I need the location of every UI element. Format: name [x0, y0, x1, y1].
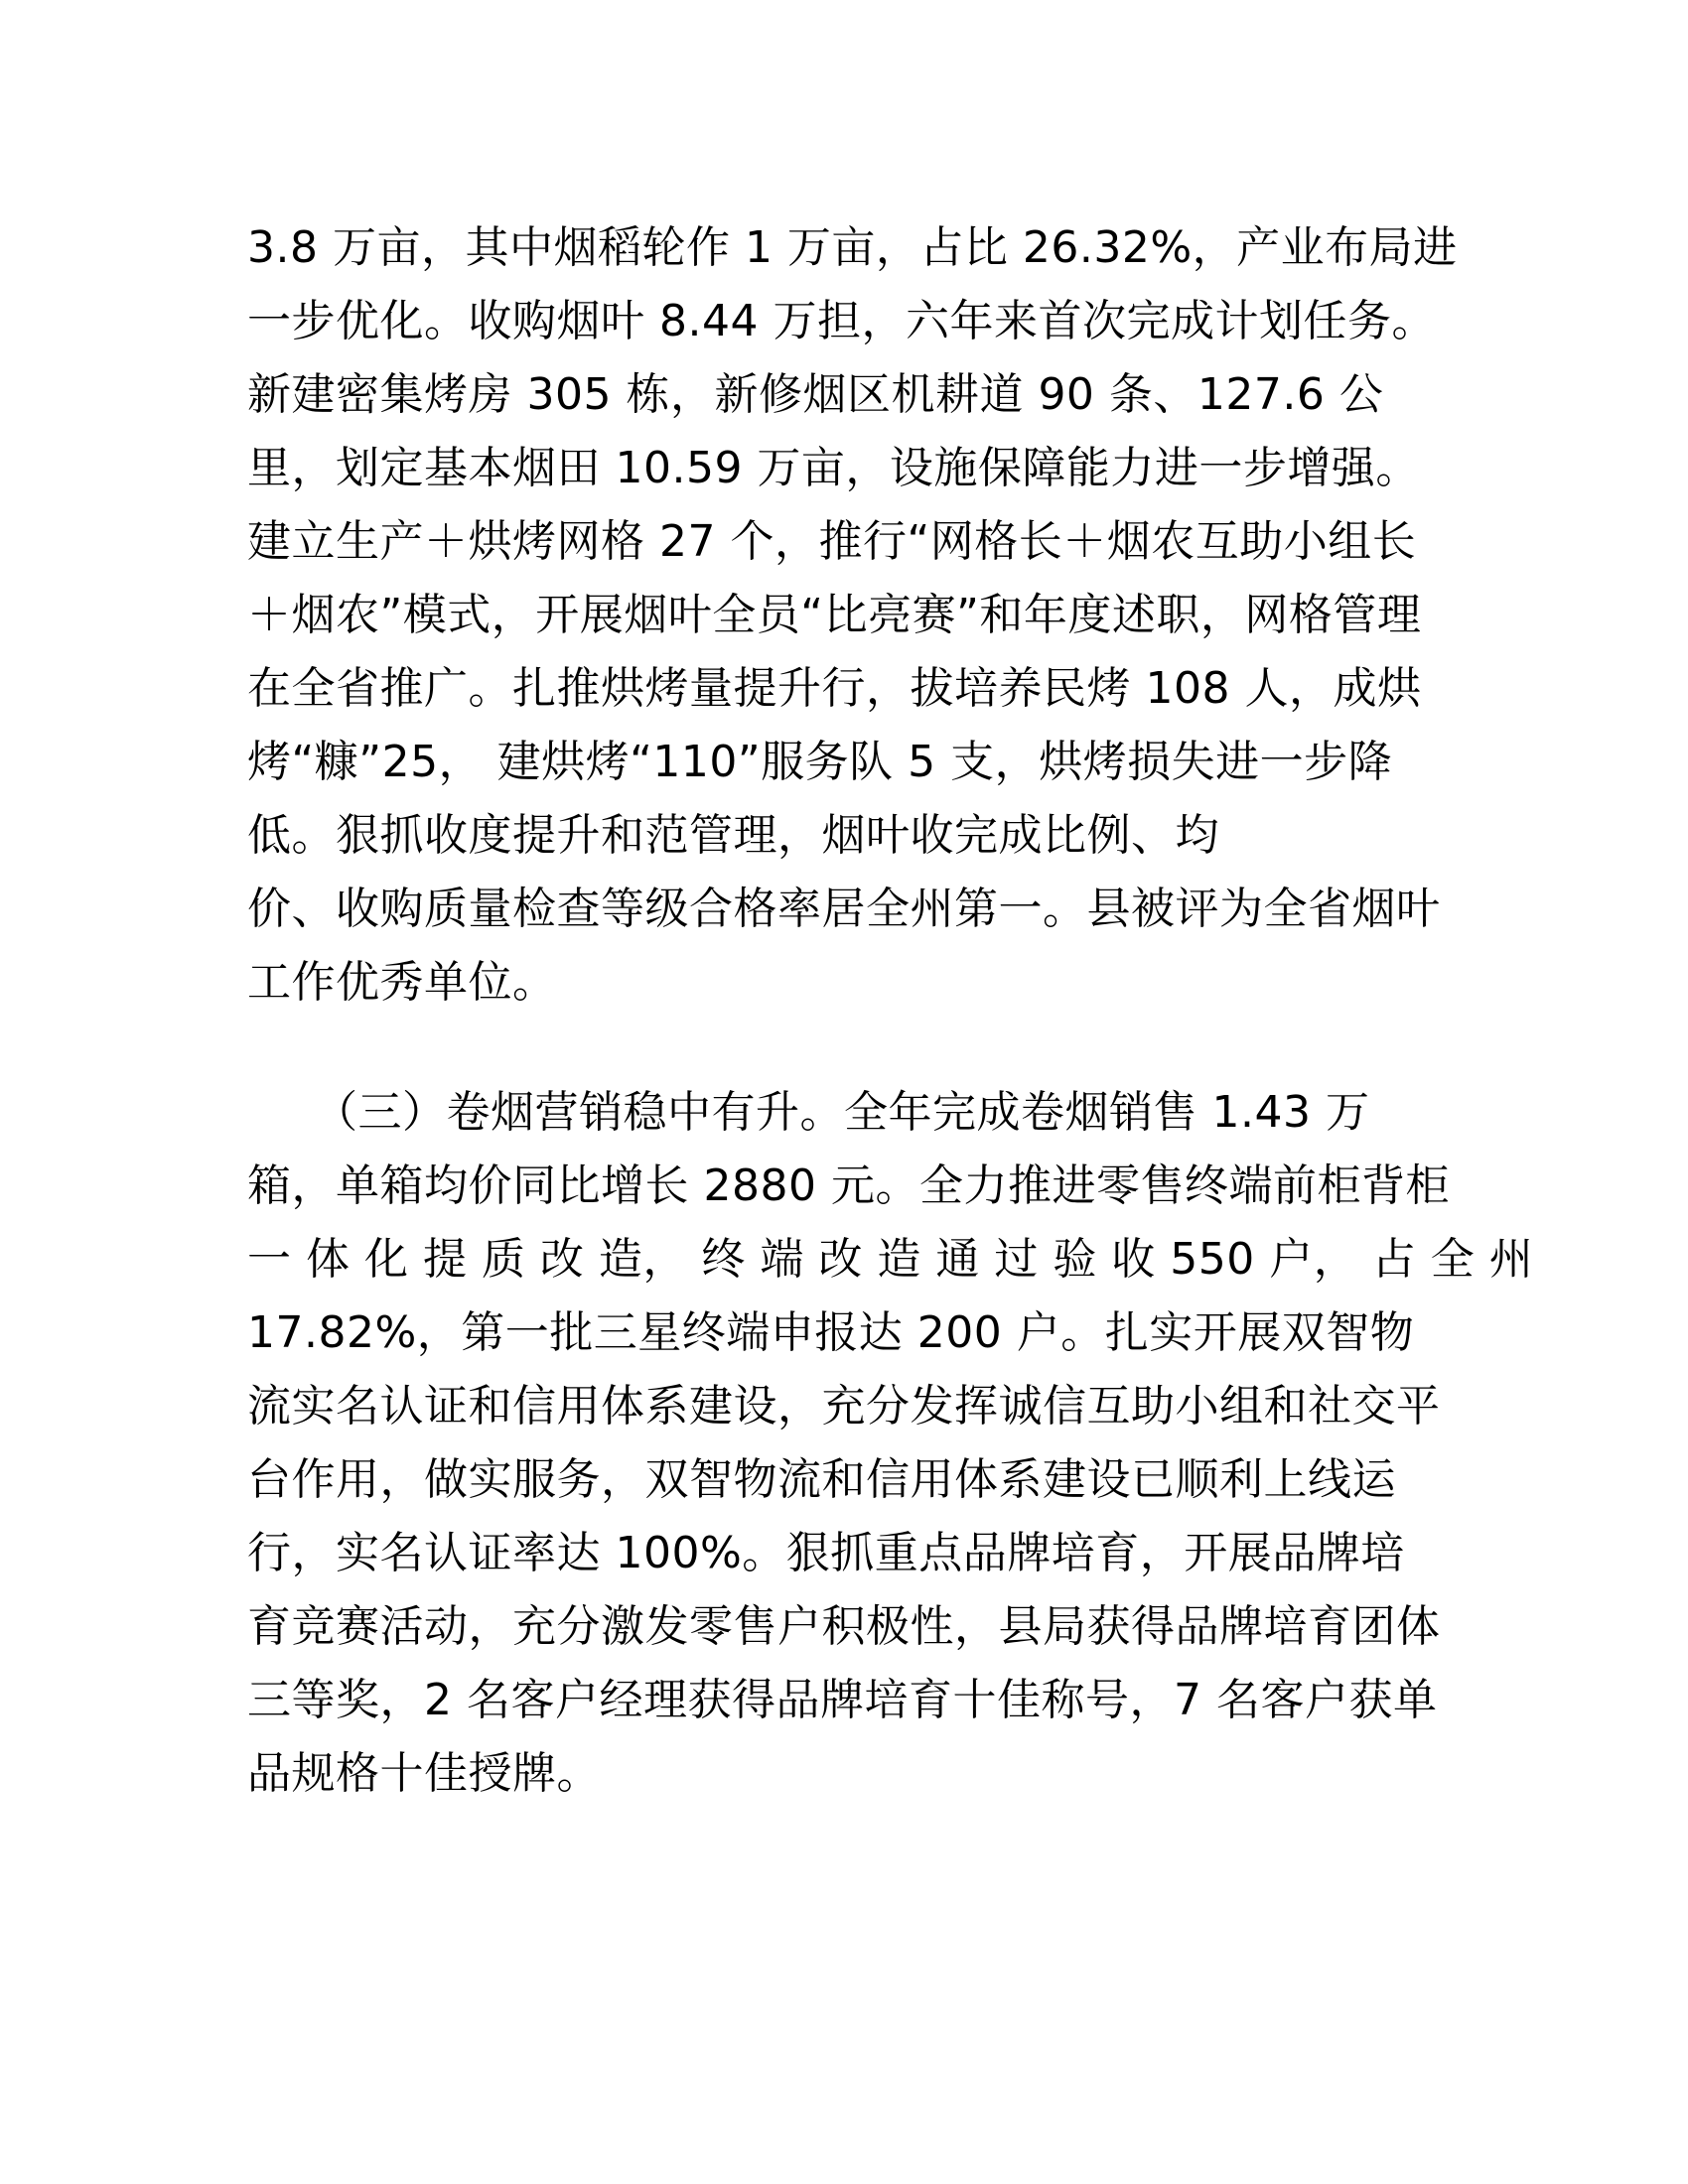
paragraph-line: 台作用，做实服务，双智物流和信用体系建设已顺利上线运 — [247, 1454, 1396, 1505]
paragraph-line: 3.8 万亩，其中烟稻轮作 1 万亩，占比 26.32%，产业布局进 — [247, 222, 1458, 273]
paragraph-line: 在全省推广。扎推烘烤量提升行，拔培养民烤 108 人，成烘 — [247, 663, 1422, 714]
paragraph-line: 育竞赛活动，充分激发零售户积极性，县局获得品牌培育团体 — [247, 1601, 1441, 1652]
paragraph-line: 烤“糠”25， 建烘烤“110”服务队 5 支，烘烤损失进一步降 — [247, 737, 1393, 787]
paragraph-line: 行，实名认证率达 100%。狠抓重点品牌培育，开展品牌培 — [247, 1528, 1405, 1578]
paragraph-line: 里，划定基本烟田 10.59 万亩，设施保障能力进一步增强。 — [247, 443, 1420, 493]
paragraph-line: 一 体 化 提 质 改 造， 终 端 改 造 通 过 验 收 550 户， 占 全 州 — [247, 1234, 1534, 1285]
paragraph-cigarette-marketing — [247, 1076, 1534, 1811]
paragraph-line: 工作优秀单位。 — [247, 957, 557, 1008]
paragraph-tobacco-production — [247, 211, 1458, 1020]
paragraph-line: 建立生产＋烘烤网格 27 个，推行“网格长＋烟农互助小组长 — [247, 516, 1417, 567]
paragraph-line: 品规格十佳授牌。 — [247, 1748, 601, 1799]
paragraph-line: 17.82%，第一批三星终端申报达 200 户。扎实开展双智物 — [247, 1307, 1415, 1358]
paragraph-line: 流实名认证和信用体系建设，充分发挥诚信互助小组和社交平 — [247, 1381, 1441, 1432]
paragraph-line: 低。狠抓收度提升和范管理，烟叶收完成比例、均 — [247, 810, 1219, 861]
paragraph-line: 一步优化。收购烟叶 8.44 万担，六年来首次完成计划任务。 — [247, 296, 1436, 346]
section-heading-line: （三）卷烟营销稳中有升。全年完成卷烟销售 1.43 万 — [247, 1087, 1370, 1138]
paragraph-line: 价、收购质量检查等级合格率居全州第一。县被评为全省烟叶 — [247, 884, 1441, 934]
paragraph-line: 三等奖，2 名客户经理获得品牌培育十佳称号，7 名客户获单 — [247, 1675, 1438, 1725]
paragraph-line: ＋烟农”模式，开展烟叶全员“比亮赛”和年度述职，网格管理 — [247, 590, 1422, 640]
paragraph-line: 箱，单箱均价同比增长 2880 元。全力推进零售终端前柜背柜 — [247, 1160, 1450, 1211]
paragraph-line: 新建密集烤房 305 栋，新修烟区机耕道 90 条、127.6 公 — [247, 369, 1384, 420]
